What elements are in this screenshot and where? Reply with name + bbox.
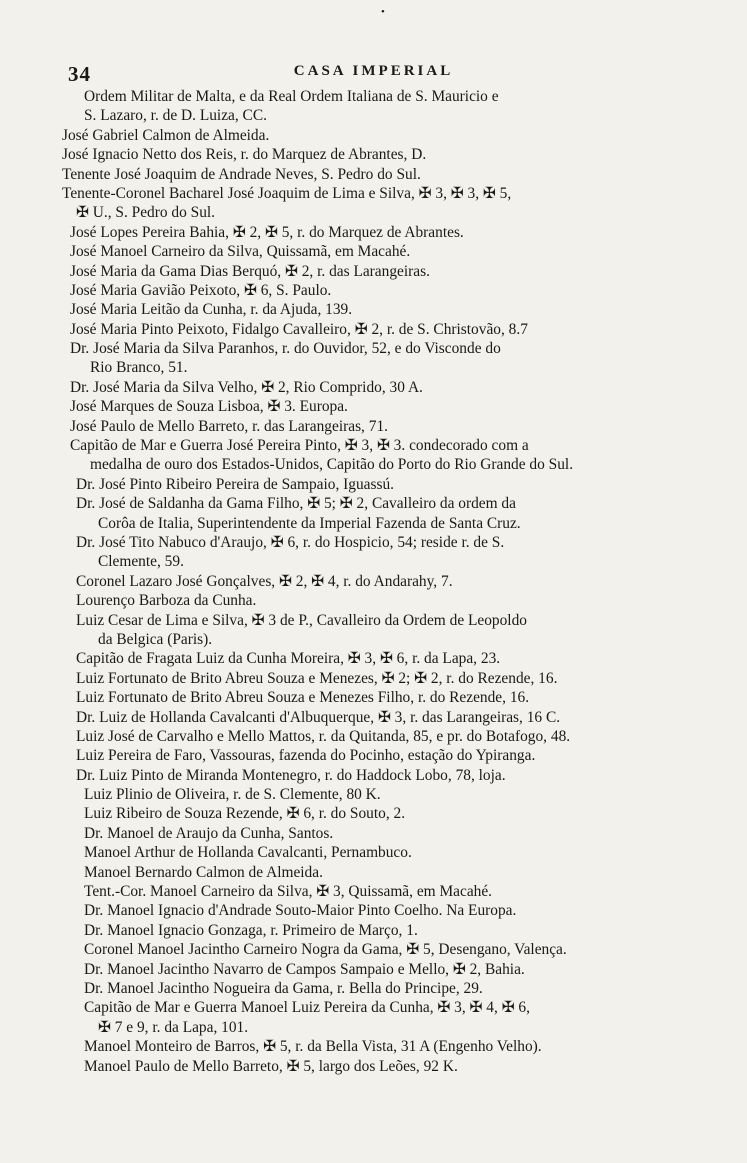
entry-line: Luiz Cesar de Lima e Silva, ✠ 3 de P., Cavalleiro da Ordem de Leopoldo [76,611,527,629]
entry-line: Dr. José Maria da Silva Velho, ✠ 2, Rio Comprido, 30 A. [70,378,423,396]
entry-line: Luiz Plinio de Oliveira, r. de S. Clemente, 80 K. [84,786,381,804]
entry-line: Capitão de Fragata Luiz da Cunha Moreira, ✠ 3, ✠ 6, r. da Lapa, 23. [76,650,501,668]
entry-line: José Paulo de Mello Barreto, r. das Larangeiras, 71. [70,417,388,435]
entry-line: Tent.-Cor. Manoel Carneiro da Silva, ✠ 3, Quissamã, em Macahé. [84,883,493,901]
entry-line: Coronel Manoel Jacintho Carneiro Nogra da Gama, ✠ 5, Desengano, Valença. [84,941,567,959]
entry-line: José Ignacio Netto dos Reis, r. do Marquez de Abrantes, D. [62,146,427,164]
entry-line: Ordem Militar de Malta, e da Real Ordem Italiana de S. Mauricio e [84,88,499,105]
entry-line: Luiz José de Carvalho e Mello Mattos, r. da Quitanda, 85, e pr. do Botafogo, 48. [76,727,571,745]
running-title: CASA IMPERIAL [293,63,454,79]
entry-line: Dr. José Maria da Silva Paranhos, r. do Ouvidor, 52, e do Visconde do [70,340,501,358]
entry-line: Rio Branco, 51. [90,359,188,377]
entry-line: Lourenço Barboza da Cunha. [76,592,257,610]
entry-line: Dr. José Pinto Ribeiro Pereira de Sampaio, Iguassú. [76,475,395,493]
entry-line: da Belgica (Paris). [98,630,213,648]
entry-line: Luiz Pereira de Faro, Vassouras, fazenda do Pocinho, estação do Ypiranga. [76,747,536,765]
entry-line: Dr. José Tito Nabuco d'Araujo, ✠ 6, r. do Hospicio, 54; reside r. de S. [76,533,505,551]
entry-line: José Marques de Souza Lisboa, ✠ 3. Europa. [70,398,348,416]
entry-line: José Maria Gavião Peixoto, ✠ 6, S. Paulo. [70,281,332,299]
entry-line: José Lopes Pereira Bahia, ✠ 2, ✠ 5, r. do Marquez de Abrantes. [70,223,464,241]
entry-line: Dr. Luiz Pinto de Miranda Montenegro, r. do Haddock Lobo, 78, loja. [76,766,506,784]
entry-line: José Maria Pinto Peixoto, Fidalgo Cavalleiro, ✠ 2, r. de S. Christovão, 8.7 [70,320,528,338]
entry-line: Dr. Manoel Jacintho Navarro de Campos Sampaio e Mello, ✠ 2, Bahia. [84,960,525,978]
entry-line: ✠ U., S. Pedro do Sul. [76,204,216,222]
entry-line: Manoel Paulo de Mello Barreto, ✠ 5, largo dos Leões, 92 K. [84,1057,458,1075]
entry-line: Manoel Bernardo Calmon de Almeida. [84,863,323,881]
entry-line: Tenente José Joaquim de Andrade Neves, S. Pedro do Sul. [62,165,421,183]
page-number: 34 [68,62,91,86]
entry-line: Clemente, 59. [98,553,184,571]
top-mark: • [381,6,385,18]
entry-line: Corôa de Italia, Superintendente da Imperial Fazenda de Santa Cruz. [98,514,521,532]
entry-line: Capitão de Mar e Guerra José Pereira Pinto, ✠ 3, ✠ 3. condecorado com a [70,437,529,455]
entry-line: Luiz Fortunato de Brito Abreu Souza e Menezes Filho, r. do Rezende, 16. [76,689,530,707]
entry-line: medalha de ouro dos Estados-Unidos, Capitão do Porto do Rio Grande do Sul. [90,456,574,474]
entry-line: José Manoel Carneiro da Silva, Quissamã, em Macahé. [70,243,411,261]
entry-line: S. Lazaro, r. de D. Luiza, CC. [84,107,267,125]
entry-line: Luiz Ribeiro de Souza Rezende, ✠ 6, r. do Souto, 2. [84,805,406,823]
entry-line: José Maria da Gama Dias Berquó, ✠ 2, r. das Larangeiras. [70,262,430,280]
entry-line: José Gabriel Calmon de Almeida. [62,126,270,144]
entry-line: Dr. Manoel Ignacio Gonzaga, r. Primeiro de Março, 1. [84,921,418,939]
entry-line: Dr. Manoel de Araujo da Cunha, Santos. [84,824,334,842]
entry-line: Dr. José de Saldanha da Gama Filho, ✠ 5; ✠ 2, Cavalleiro da ordem da [76,495,516,513]
entry-line: Coronel Lazaro José Gonçalves, ✠ 2, ✠ 4, r. do Andarahy, 7. [76,572,453,590]
entry-line: José Maria Leitão da Cunha, r. da Ajuda, 139. [70,301,353,319]
entry-line: Dr. Manoel Ignacio d'Andrade Souto-Maior Pinto Coelho. Na Europa. [84,902,517,920]
entry-line: Dr. Manoel Jacintho Nogueira da Gama, r. Bella do Principe, 29. [84,979,483,997]
entry-line: Manoel Arthur de Hollanda Cavalcanti, Pernambuco. [84,844,412,862]
entry-list [62,87,704,1076]
entry-line: Capitão de Mar e Guerra Manoel Luiz Pereira da Cunha, ✠ 3, ✠ 4, ✠ 6, [84,999,530,1017]
entry-line: Manoel Monteiro de Barros, ✠ 5, r. da Bella Vista, 31 A (Engenho Velho). [84,1038,542,1056]
entry-line: ✠ 7 e 9, r. da Lapa, 101. [98,1018,249,1036]
entry-line: Luiz Fortunato de Brito Abreu Souza e Menezes, ✠ 2; ✠ 2, r. do Rezende, 16. [76,669,558,687]
entry-line: Dr. Luiz de Hollanda Cavalcanti d'Albuquerque, ✠ 3, r. das Larangeiras, 16 C. [76,708,561,726]
entry-line: Tenente-Coronel Bacharel José Joaquim de Lima e Silva, ✠ 3, ✠ 3, ✠ 5, [62,184,512,202]
